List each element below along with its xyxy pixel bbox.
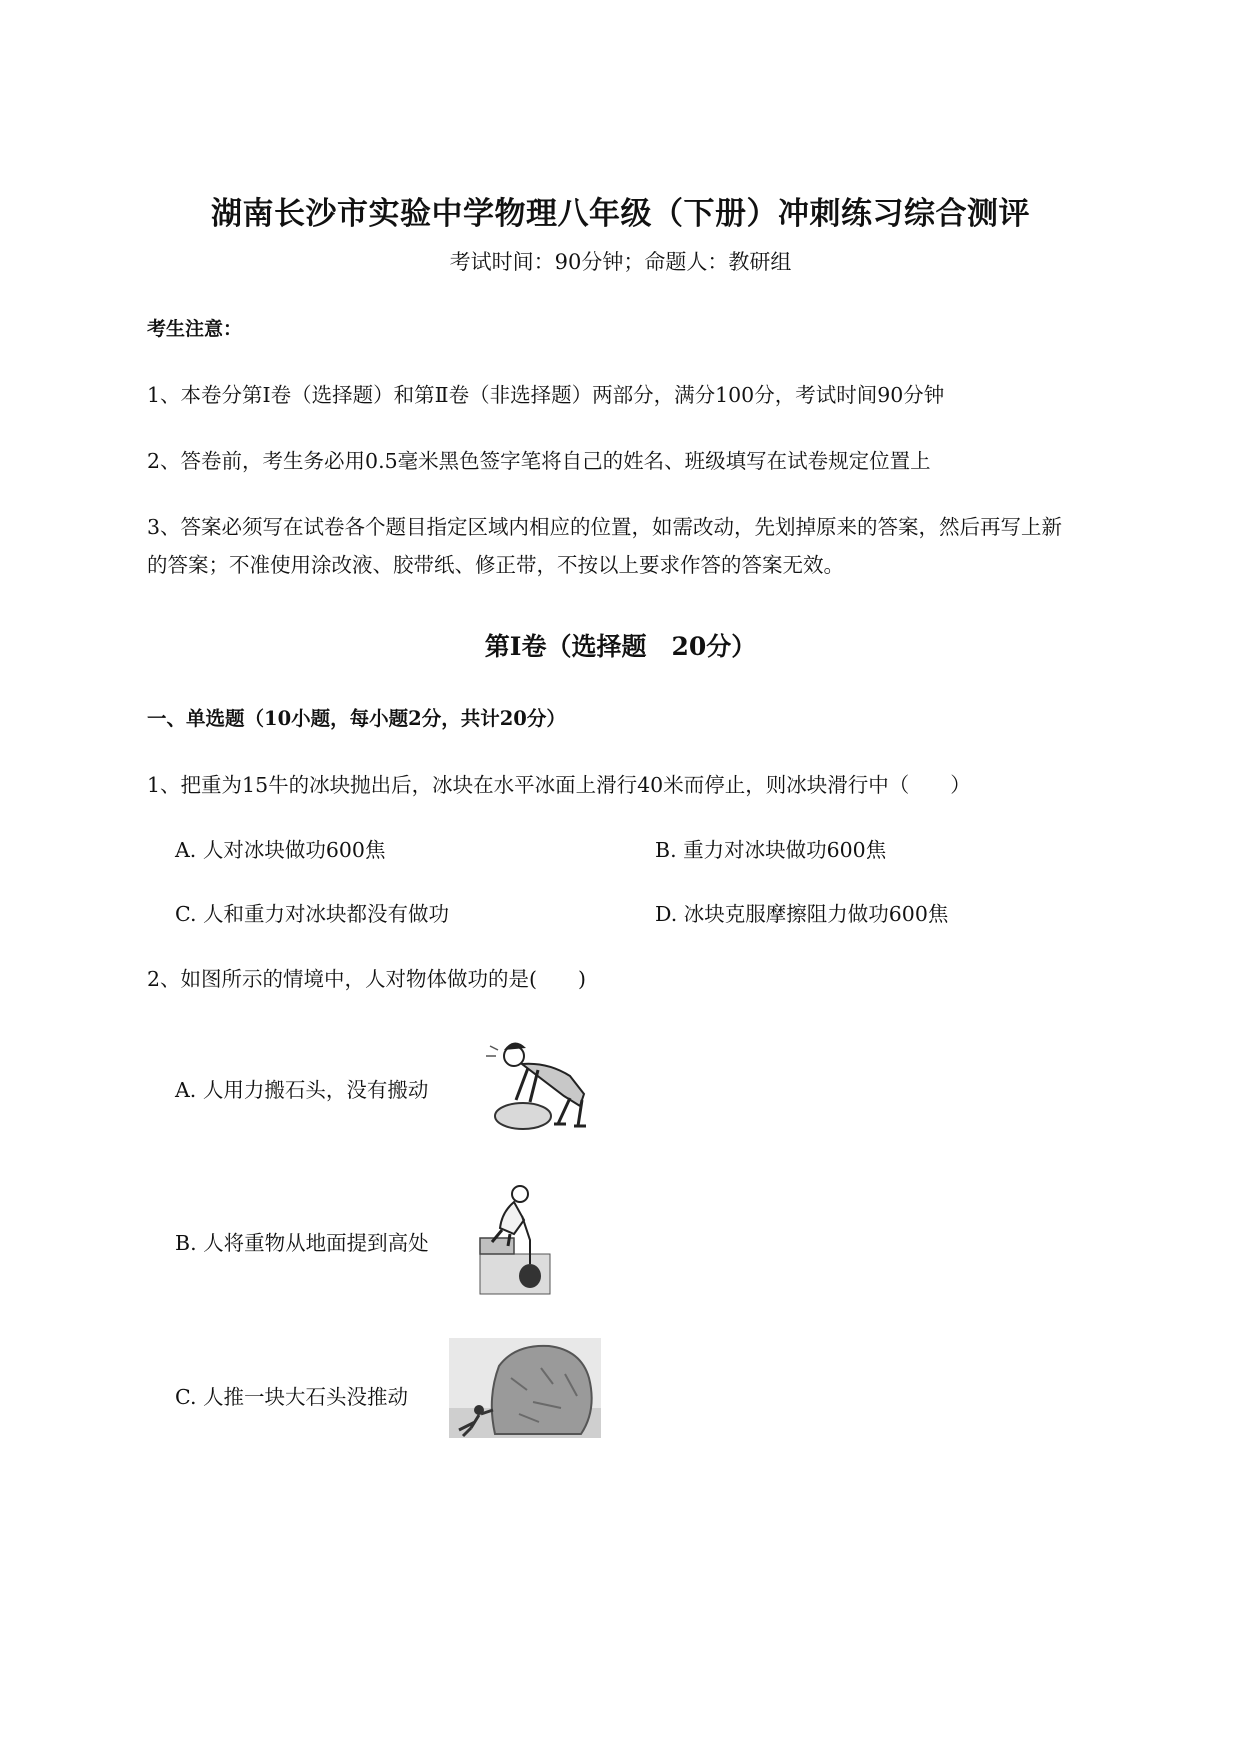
notice-heading: 考生注意： [147,318,243,340]
person-lifting-weight-figure [478,1180,554,1296]
person-pushing-boulder-figure [449,1338,601,1438]
option-d: D. 冰块克服摩擦阻力做功600焦 [655,902,949,926]
part-heading: 一、单选题（10小题，每小题2分，共计20分） [147,707,566,730]
option-c: C. 人和重力对冰块都没有做功 [175,902,449,926]
option-a: A. 人用力搬石头，没有搬动 [175,1078,429,1102]
notice-item: 3、答案必须写在试卷各个题目指定区域内相应的位置，如需改动，先划掉原来的答案，然后再写上新 [147,515,1063,539]
option-b: B. 重力对冰块做功600焦 [655,838,887,862]
option-a: A. 人对冰块做功600焦 [175,838,386,862]
notice-item: 1、本卷分第I卷（选择题）和第Ⅱ卷（非选择题）两部分，满分100分，考试时间90分钟 [147,383,945,407]
question-stem: 2、如图所示的情境中，人对物体做功的是( ) [147,967,587,991]
question-stem: 1、把重为15牛的冰块抛出后，冰块在水平冰面上滑行40米而停止，则冰块滑行中（ ） [147,773,971,797]
section-title: 第I卷（选择题 20分） [484,632,757,661]
exam-title: 湖南长沙市实验中学物理八年级（下册）冲刺练习综合测评 [211,196,1030,232]
notice-item: 2、答卷前，考生务必用0.5毫米黑色签字笔将自己的姓名、班级填写在试卷规定位置上 [147,449,931,473]
person-lifting-stone-figure [478,1036,606,1132]
notice-item: 的答案；不准使用涂改液、胶带纸、修正带，不按以上要求作答的答案无效。 [147,553,844,577]
option-b: B. 人将重物从地面提到高处 [175,1231,429,1255]
exam-subtitle: 考试时间：90分钟；命题人：教研组 [449,250,792,274]
option-c: C. 人推一块大石头没推动 [175,1385,408,1409]
